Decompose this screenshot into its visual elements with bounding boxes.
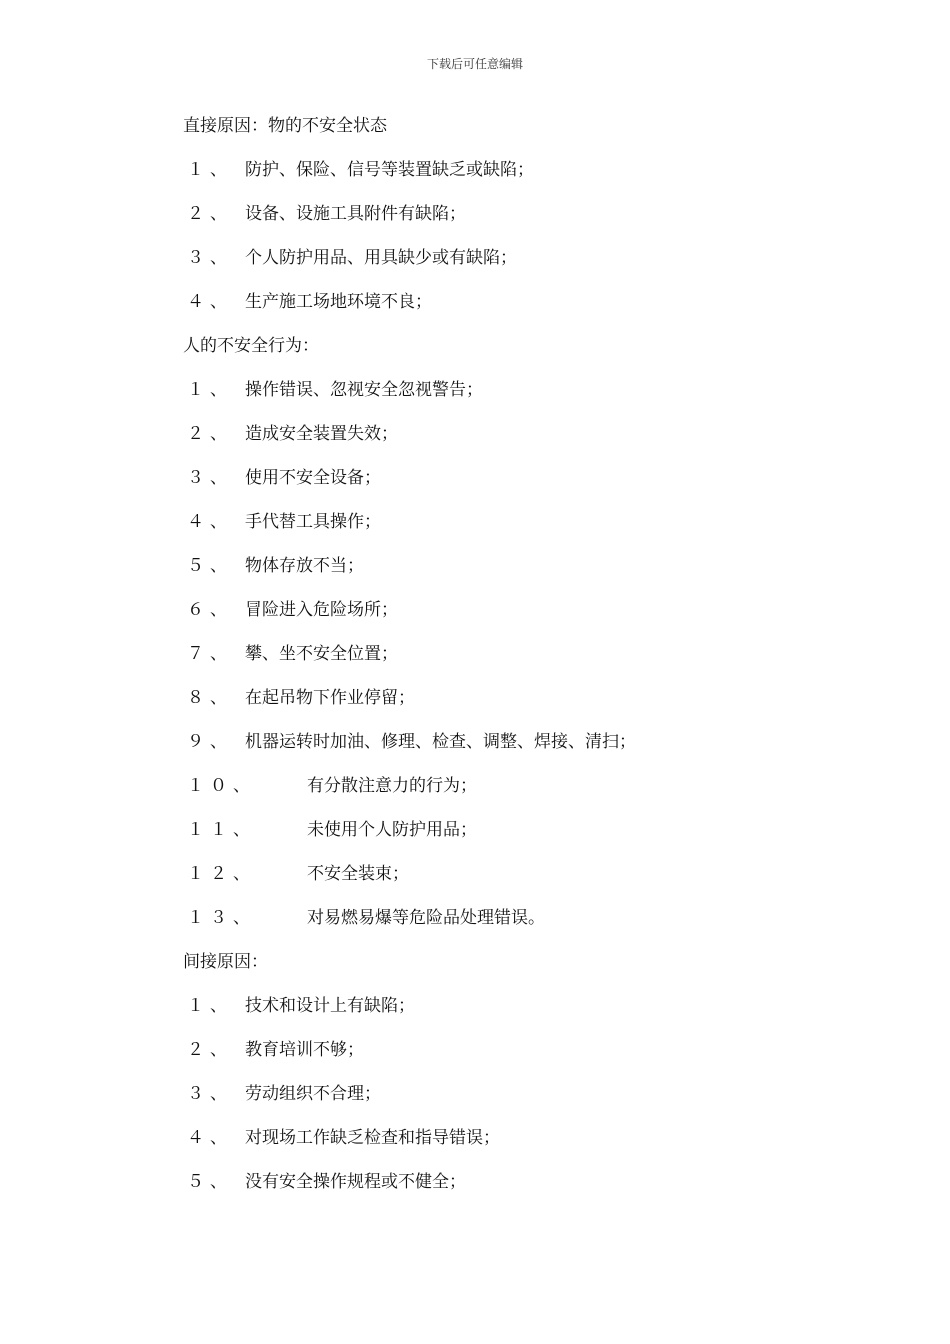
- list-item-number: ３、: [187, 248, 233, 268]
- list-item-text: 攀、坐不安全位置；: [245, 644, 398, 664]
- list-item: [183, 375, 883, 419]
- list-item-number: ３、: [187, 1084, 233, 1104]
- list-item: [183, 199, 883, 243]
- list-item-number: １、: [187, 160, 233, 180]
- list-item-number: １、: [187, 996, 233, 1016]
- list-item-number: ４、: [187, 292, 233, 312]
- list-item-number: ２、: [187, 1040, 233, 1060]
- list-item: [183, 991, 883, 1035]
- list-item-text: 冒险进入危险场所；: [245, 600, 398, 620]
- list-item-text: 不安全装束；: [307, 864, 409, 884]
- list-item-number: ９、: [187, 732, 233, 752]
- list-item-text: 设备、设施工具附件有缺陷；: [245, 204, 466, 224]
- list-item-text: 对现场工作缺乏检查和指导错误；: [245, 1128, 500, 1148]
- list-item-text: 教育培训不够；: [245, 1040, 364, 1060]
- list-item: [183, 463, 883, 507]
- list-item: [183, 155, 883, 199]
- list-item-number: １０、: [187, 776, 256, 796]
- list-item-text: 有分散注意力的行为；: [307, 776, 477, 796]
- list-item-number: ２、: [187, 424, 233, 444]
- list-item-number: １２、: [187, 864, 256, 884]
- list-item-text: 没有安全操作规程或不健全；: [245, 1172, 466, 1192]
- list-item: [183, 287, 883, 331]
- list-item-number: ２、: [187, 204, 233, 224]
- list-item: [183, 1123, 883, 1167]
- list-item-text: 对易燃易爆等危险品处理错误。: [307, 908, 545, 928]
- list-item: [183, 1167, 883, 1211]
- list-item: [183, 903, 883, 947]
- list-item-number: １、: [187, 380, 233, 400]
- list-item-number: ６、: [187, 600, 233, 620]
- list-item-text: 生产施工场地环境不良；: [245, 292, 432, 312]
- list-item-number: ７、: [187, 644, 233, 664]
- list-item-text: 在起吊物下作业停留；: [245, 688, 415, 708]
- list-item-text: 个人防护用品、用具缺少或有缺陷；: [245, 248, 517, 268]
- list-item-number: ３、: [187, 468, 233, 488]
- list-item-text: 防护、保险、信号等装置缺乏或缺陷；: [245, 160, 534, 180]
- section-heading-indirect-cause: 间接原因：: [183, 952, 268, 972]
- list-item: [183, 595, 883, 639]
- list-item-text: 造成安全装置失效；: [245, 424, 398, 444]
- list-item: [183, 727, 883, 771]
- section-heading-direct-cause: 直接原因：物的不安全状态: [183, 116, 387, 136]
- list-item-text: 技术和设计上有缺陷；: [245, 996, 415, 1016]
- list-item-number: ５、: [187, 1172, 233, 1192]
- list-item: [183, 771, 883, 815]
- page-header: 下载后可任意编辑: [426, 57, 523, 71]
- list-item-text: 劳动组织不合理；: [245, 1084, 381, 1104]
- list-item-text: 手代替工具操作；: [245, 512, 381, 532]
- list-item: [183, 815, 883, 859]
- list-item-number: ４、: [187, 1128, 233, 1148]
- list-item-number: １１、: [187, 820, 256, 840]
- section-heading-unsafe-behavior: 人的不安全行为：: [183, 336, 319, 356]
- list-item: [183, 419, 883, 463]
- list-item: [183, 507, 883, 551]
- list-item: [183, 859, 883, 903]
- list-item: [183, 1035, 883, 1079]
- list-item-text: 机器运转时加油、修理、检查、调整、焊接、清扫；: [245, 732, 636, 752]
- list-item-number: ８、: [187, 688, 233, 708]
- list-item: [183, 243, 883, 287]
- list-item: [183, 1079, 883, 1123]
- list-item-text: 使用不安全设备；: [245, 468, 381, 488]
- list-item-number: １３、: [187, 908, 256, 928]
- list-item-text: 物体存放不当；: [245, 556, 364, 576]
- list-item-number: ４、: [187, 512, 233, 532]
- list-item-text: 操作错误、忽视安全忽视警告；: [245, 380, 483, 400]
- document-body: [183, 111, 883, 1211]
- list-item: [183, 551, 883, 595]
- list-item-number: ５、: [187, 556, 233, 576]
- list-item: [183, 683, 883, 727]
- list-item: [183, 639, 883, 683]
- list-item-text: 未使用个人防护用品；: [307, 820, 477, 840]
